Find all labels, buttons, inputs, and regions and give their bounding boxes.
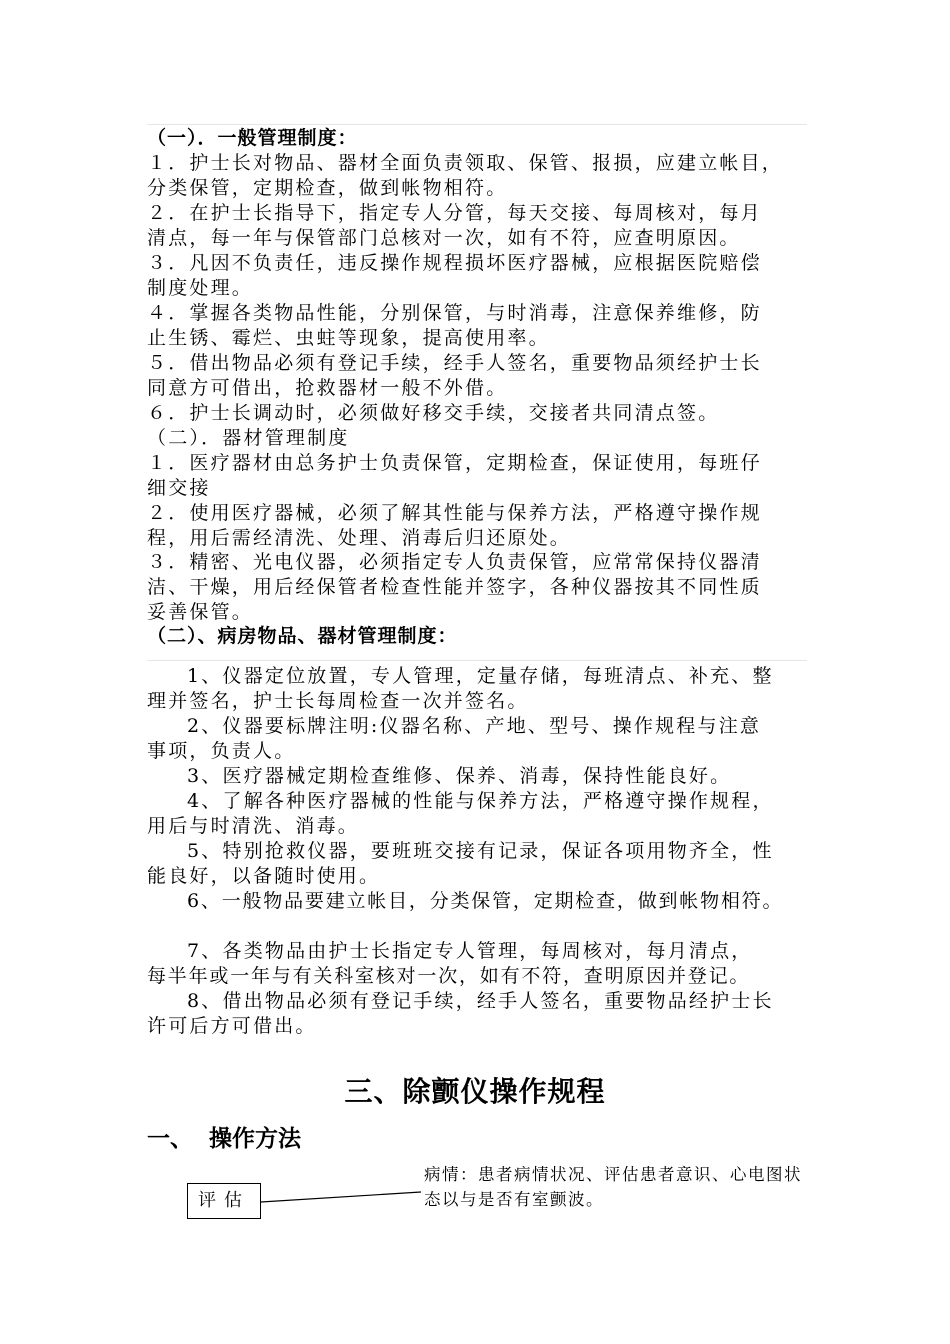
section3-line: 用后与时清洗、消毒。 bbox=[147, 815, 360, 837]
section1-line: 分类保管，定期检查，做到帐物相符。 bbox=[147, 177, 508, 199]
section3-line: 2、仪器要标牌注明:仪器名称、产地、型号、操作规程与注意 bbox=[187, 715, 762, 737]
section3-line: 6、一般物品要建立帐目，分类保管，定期检查，做到帐物相符。 bbox=[187, 890, 784, 912]
section1-line: ６．护士长调动时，必须做好移交手续，交接者共同清点签。 bbox=[147, 402, 720, 424]
section3-line: 8、借出物品必须有登记手续，经手人签名，重要物品经护士长 bbox=[187, 990, 774, 1012]
section1-line: 同意方可借出，抢救器材一般不外借。 bbox=[147, 377, 508, 399]
section2-line: 程，用后需经清洗、处理、消毒后归还原处。 bbox=[147, 527, 572, 549]
assess-box: 评估 bbox=[187, 1183, 261, 1219]
section1-line: ２．在护士长指导下，指定专人分管，每天交接、每周核对，每月 bbox=[147, 202, 762, 224]
section3-line: 能良好，以备随时使用。 bbox=[147, 865, 381, 887]
section3-heading: （二）、病房物品、器材管理制度： bbox=[147, 625, 458, 647]
section3-line: 5、特别抢救仪器，要班班交接有记录，保证各项用物齐全，性 bbox=[187, 840, 774, 862]
section3-line: 每半年或一年与有关科室核对一次，如有不符，查明原因并登记。 bbox=[147, 965, 751, 987]
section3-line: 3、医疗器械定期检查维修、保养、消毒，保持性能良好。 bbox=[187, 765, 732, 787]
section3-line: 1、仪器定位放置，专人管理，定量存储，每班清点、补充、整 bbox=[187, 665, 774, 687]
top-rule bbox=[147, 124, 807, 125]
section3-line: 7、各类物品由护士长指定专人管理，每周核对，每月清点， bbox=[187, 940, 753, 962]
chapter-title: 三、除颤仪操作规程 bbox=[344, 1075, 606, 1108]
section3-line: 事项，负责人。 bbox=[147, 740, 296, 762]
section2-line: 妥善保管。 bbox=[147, 601, 254, 623]
section2-line: ３．精密、光电仪器，必须指定专人负责保管，应常常保持仪器清 bbox=[147, 551, 762, 573]
section1-line: ４．掌握各类物品性能，分别保管，与时消毒，注意保养维修，防 bbox=[147, 302, 762, 324]
section1-line: 制度处理。 bbox=[147, 277, 254, 299]
subheading-number: 一、 bbox=[147, 1126, 193, 1152]
section3-rule bbox=[147, 660, 807, 661]
section2-line: ２．使用医疗器械，必须了解其性能与保养方法，严格遵守操作规 bbox=[147, 502, 762, 524]
assessment-note: 病情：患者病情状况、评估患者意识、心电图状态以与是否有室颤波。 bbox=[424, 1165, 802, 1209]
section2-line: １．医疗器材由总务护士负责保管，定期检查，保证使用，每班仔 bbox=[147, 452, 762, 474]
subheading bbox=[147, 1120, 301, 1153]
section1-line: 清点，每一年与保管部门总核对一次，如有不符，应查明原因。 bbox=[147, 227, 741, 249]
section1-line: ５．借出物品必须有登记手续，经手人签名，重要物品须经护士长 bbox=[147, 352, 762, 374]
subheading-text: 操作方法 bbox=[209, 1126, 301, 1152]
section2-heading: （二）．器材管理制度 bbox=[147, 427, 350, 449]
section2-line: 细交接 bbox=[147, 477, 211, 499]
connector-line bbox=[261, 1190, 421, 1204]
section2-line: 洁、干燥，用后经保管者检查性能并签字，各种仪器按其不同性质 bbox=[147, 576, 762, 598]
section1-line: 止生锈、霉烂、虫蛀等现象，提高使用率。 bbox=[147, 327, 550, 349]
section1-line: １．护士长对物品、器材全面负责领取、保管、报损，应建立帐目， bbox=[147, 152, 784, 174]
section1-heading: （一）．一般管理制度： bbox=[147, 127, 358, 149]
section3-line: 许可后方可借出。 bbox=[147, 1015, 317, 1037]
section3-line: 4、了解各种医疗器械的性能与保养方法，严格遵守操作规程， bbox=[187, 790, 774, 812]
section3-line: 理并签名，护士长每周检查一次并签名。 bbox=[147, 690, 529, 712]
section1-line: ３．凡因不负责任，违反操作规程损坏医疗器械，应根据医院赔偿 bbox=[147, 252, 762, 274]
